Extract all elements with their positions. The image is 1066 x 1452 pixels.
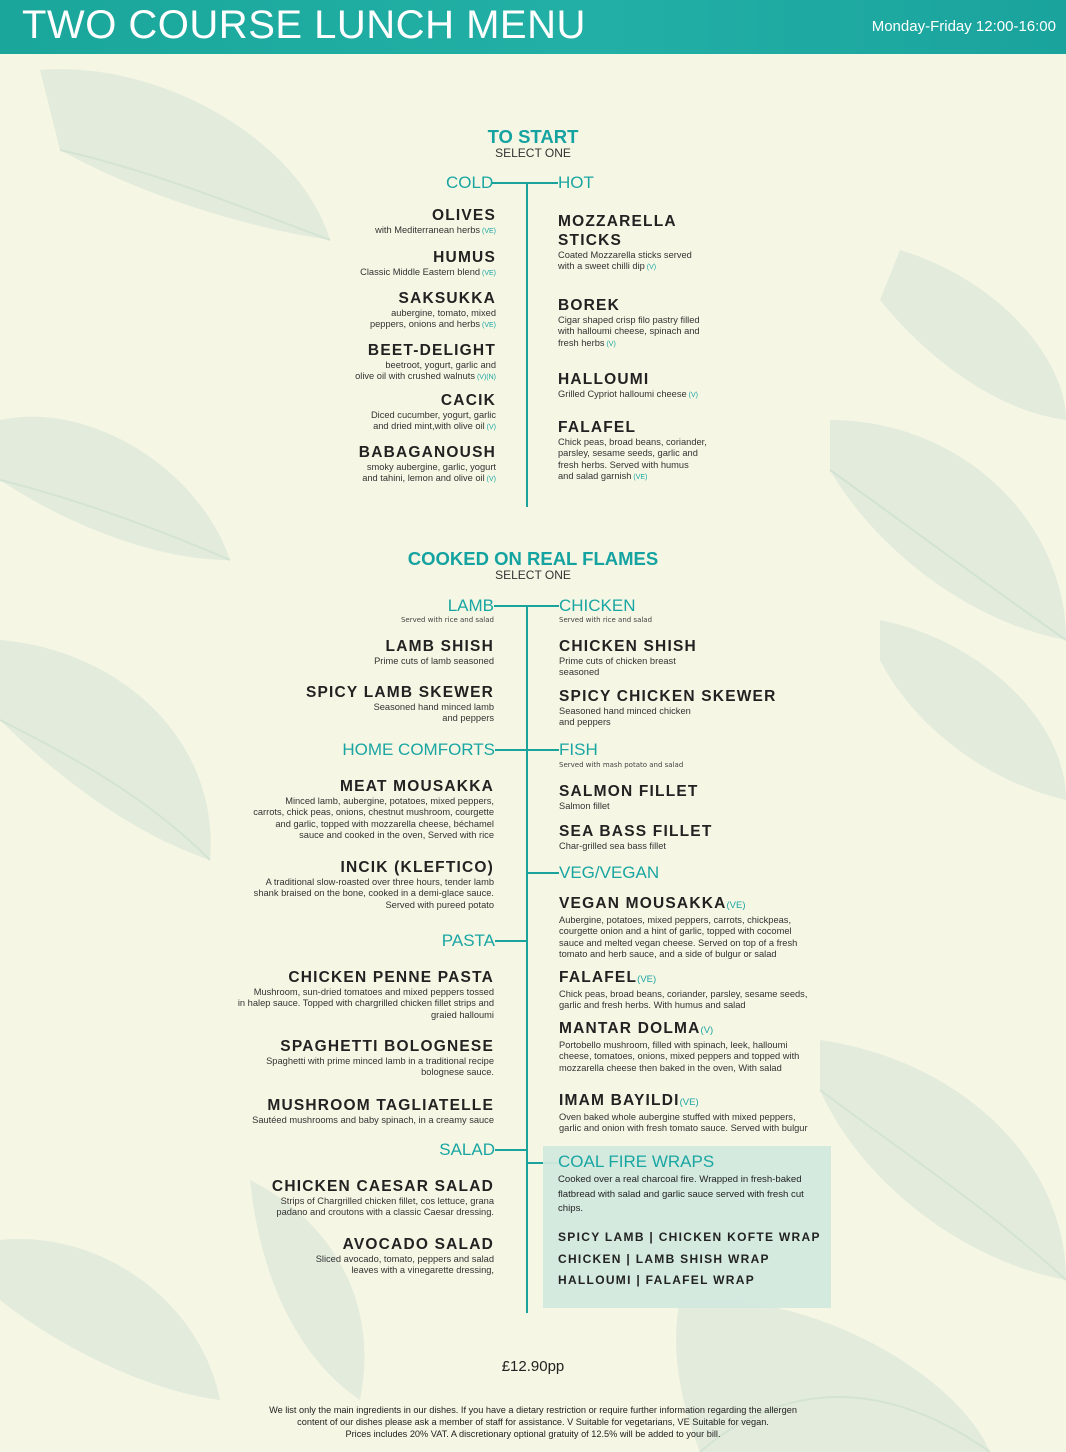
- dish-name: [196, 341, 496, 360]
- dish-name-text: FALAFEL: [559, 969, 638, 986]
- dish-description: [558, 389, 838, 401]
- starters-title: TO START: [487, 126, 579, 147]
- fish-note: Served with mash potato and salad: [559, 761, 684, 769]
- dish-name-text: OLIVES: [431, 207, 496, 224]
- veg-connector: [526, 872, 559, 874]
- dish-description: [559, 656, 839, 679]
- dish-name-text: SALMON FILLET: [559, 783, 699, 800]
- dish-name: [194, 777, 494, 796]
- wrap-option: SPICY LAMB | CHICKEN KOFTE WRAP: [558, 1230, 821, 1244]
- dish-name: [559, 894, 839, 915]
- menu-item-meat-mousakka: [194, 777, 494, 841]
- pasta-label: PASTA: [441, 931, 495, 950]
- wrap-option: HALLOUMI | FALAFEL WRAP: [558, 1273, 756, 1287]
- menu-item-beet-delight: [196, 341, 496, 384]
- dish-description-text: Sautéed mushrooms and baby spinach, in a creamy sauce: [252, 1115, 494, 1125]
- dish-description-text: Mushroom, sun-dried tomatoes and mixed peppers tossed in halep sauce. Topped with chargrilled chicken fillet strips and graied halloumi: [237, 987, 494, 1020]
- mains-title: COOKED ON REAL FLAMES: [407, 548, 659, 569]
- dish-description-text: Grilled Cypriot halloumi cheese: [558, 389, 687, 399]
- dish-name: [559, 968, 839, 989]
- dish-description-text: Aubergine, potatoes, mixed peppers, carrots, chickpeas, courgette onion and a hint of garlic, topped with cocomel sauce and melted vegan cheese. Served on top of a fresh tomato and herb sauce, and a side of bulgur or salad: [559, 915, 798, 959]
- menu-item-salmon-fillet: [559, 782, 839, 812]
- dish-description-text: Cigar shaped crisp filo pastry filled with halloumi cheese, spinach and fresh herbs: [558, 315, 700, 348]
- menu-item-sea-bass-fillet: [559, 822, 839, 852]
- dietary-tag: (VE): [482, 270, 496, 277]
- dish-name-text: HALLOUMI: [558, 371, 650, 388]
- dish-name: [558, 296, 838, 315]
- dish-description-text: Char-grilled sea bass fillet: [559, 841, 666, 851]
- salad-label: SALAD: [439, 1140, 495, 1159]
- header-banner: [0, 0, 1066, 54]
- fish-connector: [526, 749, 559, 751]
- dish-description: [558, 437, 838, 483]
- menu-title: TWO COURSE LUNCH MENU: [22, 3, 586, 47]
- wrap-option: CHICKEN | LAMB SHISH WRAP: [558, 1252, 770, 1266]
- dish-description-text: aubergine, tomato, mixed peppers, onions and herbs: [369, 308, 496, 330]
- menu-item-chicken-caesar-salad: [194, 1177, 494, 1219]
- menu-item-mantar-dolma: [559, 1019, 839, 1074]
- dish-description-text: Coated Mozzarella sticks served with a sweet chilli dip: [558, 250, 692, 272]
- dish-description: [194, 1254, 494, 1277]
- dish-name-text: INCIK (KLEFTICO): [340, 859, 494, 876]
- lamb-note: Served with rice and salad: [400, 616, 494, 624]
- dietary-tag: (VE): [482, 228, 496, 235]
- dish-description: [194, 987, 494, 1021]
- menu-item-borek: [558, 296, 838, 350]
- hot-label: HOT: [558, 173, 594, 192]
- menu-item-olives: [196, 206, 496, 237]
- chicken-label: CHICKEN: [559, 596, 636, 615]
- dish-name: [194, 1096, 494, 1115]
- dish-name-text: MOZZARELLA STICKS: [558, 213, 677, 249]
- dish-name-text: SPICY LAMB SKEWER: [305, 684, 494, 701]
- dish-name-text: SEA BASS FILLET: [559, 823, 713, 840]
- dish-description: [194, 702, 494, 725]
- dish-name-text: SPICY CHICKEN SKEWER: [559, 688, 777, 705]
- dish-description: [194, 1196, 494, 1219]
- dish-description-text: Chick peas, broad beans, coriander, parsley, sesame seeds, garlic and fresh herbs. Served with humus and salad garnish: [558, 437, 707, 481]
- dish-name-text: CACIK: [440, 392, 496, 409]
- dish-description: [559, 915, 839, 960]
- dish-description-text: Prime cuts of lamb seasoned: [374, 656, 494, 666]
- dish-description-text: Strips of Chargrilled chicken fillet, cos lettuce, grana padano and croutons with a classic Caesar dressing.: [276, 1196, 494, 1218]
- dietary-tag: (V): [486, 476, 496, 484]
- home-comforts-connector: [495, 749, 526, 751]
- dish-description: [196, 410, 496, 434]
- dish-name: [194, 683, 494, 702]
- dish-description-text: Chick peas, broad beans, coriander, parsley, sesame seeds, garlic and fresh herbs. With humus and salad: [559, 989, 808, 1011]
- dietary-tag: (V): [688, 392, 698, 399]
- fish-label: FISH: [559, 740, 598, 759]
- dish-name: [194, 968, 494, 987]
- dish-description: [559, 841, 839, 852]
- allergen-notice-line: content of our dishes please ask a member of staff for assistance. V Suitable for vegetarians, VE Suitable for vegan.: [297, 1417, 769, 1427]
- dish-description: [559, 1112, 839, 1135]
- menu-item-cacik: [196, 391, 496, 434]
- dish-description: [196, 267, 496, 279]
- dish-name: [196, 443, 496, 462]
- dish-name: [194, 1177, 494, 1196]
- dish-name: [558, 212, 838, 250]
- dish-name-text: MEAT MOUSAKKA: [340, 778, 494, 795]
- starters-hot-connector: [526, 182, 558, 184]
- dietary-tag: (VE): [633, 473, 648, 481]
- dish-name: [559, 782, 839, 801]
- starters-divider-line: [526, 182, 528, 507]
- dietary-tag: (VE): [637, 974, 657, 985]
- dish-name-text: HUMUS: [433, 249, 496, 266]
- dish-description: [559, 989, 839, 1012]
- dish-name: [559, 687, 839, 706]
- dietary-tag: (V)(N): [476, 374, 496, 382]
- menu-item-imam-bayildi: [559, 1091, 839, 1135]
- dish-description-text: Seasoned hand minced lamb and peppers: [373, 702, 494, 724]
- dish-name: [194, 1037, 494, 1056]
- dish-description-text: Spaghetti with prime minced lamb in a traditional recipe bolognese sauce.: [266, 1056, 494, 1078]
- dietary-tag: (VE): [482, 322, 496, 330]
- menu-item-incik-kleftico: [194, 858, 494, 911]
- dish-description: [559, 801, 839, 812]
- dish-name-text: SPAGHETTI BOLOGNESE: [280, 1038, 494, 1055]
- opening-hours: Monday-Friday 12:00-16:00: [871, 18, 1056, 35]
- dish-name-text: SAKSUKKA: [398, 290, 496, 307]
- dish-name: [194, 637, 494, 656]
- menu-item-humus: [196, 248, 496, 279]
- dish-name-text: BEET-DELIGHT: [367, 342, 496, 359]
- dish-name-text: VEGAN MOUSAKKA: [559, 895, 727, 912]
- dish-description-text: A traditional slow-roasted over three hours, tender lamb shank braised on the bone, cooked in a demi-glace sauce. Served with pureed potato: [253, 877, 494, 910]
- dish-name-text: BOREK: [558, 297, 620, 314]
- dish-description: [196, 360, 496, 384]
- menu-item-falafel: [559, 968, 839, 1012]
- dish-name-text: LAMB SHISH: [385, 638, 494, 655]
- menu-item-chicken-shish: [559, 637, 839, 679]
- dish-description-text: Classic Middle Eastern blend: [360, 267, 481, 277]
- dish-name: [559, 822, 839, 841]
- dish-description: [194, 1115, 494, 1126]
- dish-description-text: Sliced avocado, tomato, peppers and salad leaves with a vinegarette dressing,: [315, 1254, 494, 1276]
- dish-name-text: AVOCADO SALAD: [342, 1236, 494, 1253]
- cold-label: COLD: [446, 173, 494, 192]
- dish-name: [558, 370, 838, 389]
- menu-item-avocado-salad: [194, 1235, 494, 1277]
- dish-description-text: Oven baked whole aubergine stuffed with mixed peppers, garlic and onion with fresh tomato sauce. Served with bulgur: [559, 1112, 808, 1134]
- vat-notice-line: Prices includes 20% VAT. A discretionary optional gratuity of 12.5% will be added to your bill.: [345, 1429, 721, 1439]
- lamb-label: LAMB: [447, 596, 494, 615]
- dish-name-text: BABAGANOUSH: [358, 444, 496, 461]
- dish-description-text: beetroot, yogurt, garlic and olive oil with crushed walnuts: [355, 360, 496, 382]
- dish-name-text: IMAM BAYILDI: [559, 1092, 680, 1109]
- mains-subtitle: SELECT ONE: [495, 568, 571, 582]
- chicken-note: Served with rice and salad: [559, 616, 653, 624]
- dish-description: [194, 796, 494, 841]
- chicken-connector: [526, 605, 559, 607]
- dish-description-text: Portobello mushroom, filled with spinach, leek, halloumi cheese, tomatoes, onions, mixed peppers and topped with mozzarella cheese then baked in the oven, With salad: [559, 1040, 800, 1073]
- dish-description: [559, 706, 839, 729]
- dish-description: [558, 315, 838, 350]
- menu-item-spaghetti-bolognese: [194, 1037, 494, 1079]
- salad-connector: [495, 1149, 526, 1151]
- allergen-notice-line: We list only the main ingredients in our dishes. If you have a dietary restriction or require further information regarding the allergen: [269, 1405, 797, 1415]
- starters-subtitle: SELECT ONE: [495, 146, 571, 160]
- dish-description: [196, 225, 496, 237]
- dish-name: [196, 206, 496, 225]
- dish-description-text: Salmon fillet: [559, 801, 610, 811]
- menu-item-lamb-shish: [194, 637, 494, 667]
- dish-name-text: MUSHROOM TAGLIATELLE: [267, 1097, 494, 1114]
- dish-name: [196, 289, 496, 308]
- lamb-connector: [494, 605, 526, 607]
- menu-item-babaganoush: [196, 443, 496, 486]
- menu-item-halloumi: [558, 370, 838, 401]
- menu-item-vegan-mousakka: [559, 894, 839, 960]
- menu-item-spicy-lamb-skewer: [194, 683, 494, 725]
- mains-divider-line: [526, 605, 528, 1313]
- dietary-tag: (VE): [679, 1097, 699, 1108]
- dish-name: [558, 418, 838, 437]
- dish-description-text: with Mediterranean herbs: [375, 225, 481, 235]
- dish-name: [194, 1235, 494, 1254]
- dish-name: [559, 1019, 839, 1040]
- dish-description: [194, 877, 494, 911]
- dish-description-text: Seasoned hand minced chicken and peppers: [559, 706, 691, 728]
- starters-cold-connector: [492, 182, 526, 184]
- menu-price: £12.90pp: [501, 1358, 565, 1375]
- menu-item-falafel: [558, 418, 838, 483]
- dish-description-text: smoky aubergine, garlic, yogurt and tahini, lemon and olive oil: [362, 462, 496, 484]
- dish-name-text: CHICKEN CAESAR SALAD: [271, 1178, 494, 1195]
- dish-description: [194, 656, 494, 667]
- wraps-label: COAL FIRE WRAPS: [558, 1152, 715, 1171]
- dish-description: [558, 250, 838, 274]
- pasta-connector: [495, 940, 526, 942]
- dish-description-text: Diced cucumber, yogurt, garlic and dried mint,with olive oil: [370, 410, 496, 432]
- home-comforts-label: HOME COMFORTS: [342, 740, 495, 759]
- dish-name: [196, 248, 496, 267]
- menu-item-saksukka: [196, 289, 496, 332]
- dietary-tag: (V): [700, 1025, 714, 1036]
- dish-description-text: Prime cuts of chicken breast seasoned: [559, 656, 676, 678]
- dish-name: [559, 637, 839, 656]
- dish-description-text: Minced lamb, aubergine, potatoes, mixed peppers, carrots, chick peas, onions, chestnut mushroom, courgette and garlic, topped with mozzarella cheese, béchamel sauce and cooked in the oven, Served with rice: [253, 796, 494, 840]
- dish-name: [559, 1091, 839, 1112]
- menu-item-mozzarella-sticks: [558, 212, 838, 274]
- menu-item-chicken-penne-pasta: [194, 968, 494, 1021]
- menu-item-mushroom-tagliatelle: [194, 1096, 494, 1126]
- dish-name-text: MANTAR DOLMA: [559, 1020, 701, 1037]
- dish-name: [196, 391, 496, 410]
- dietary-tag: (V): [606, 340, 616, 348]
- menu-item-spicy-chicken-skewer: [559, 687, 839, 729]
- dish-description: [559, 1040, 839, 1074]
- dietary-tag: (V): [486, 424, 496, 432]
- dish-name: [194, 858, 494, 877]
- veg-label: VEG/VEGAN: [559, 863, 660, 882]
- dietary-tag: (VE): [726, 900, 746, 911]
- dish-name-text: FALAFEL: [558, 419, 637, 436]
- wraps-description: Cooked over a real charcoal fire. Wrapped in fresh-baked flatbread with salad and garlic sauce served with fresh cut chips.: [558, 1174, 804, 1214]
- dish-name-text: CHICKEN SHISH: [559, 638, 697, 655]
- dish-name-text: CHICKEN PENNE PASTA: [288, 969, 494, 986]
- dietary-tag: (V): [646, 264, 657, 272]
- dish-description: [194, 1056, 494, 1079]
- dish-description: [196, 462, 496, 486]
- dish-description: [196, 308, 496, 332]
